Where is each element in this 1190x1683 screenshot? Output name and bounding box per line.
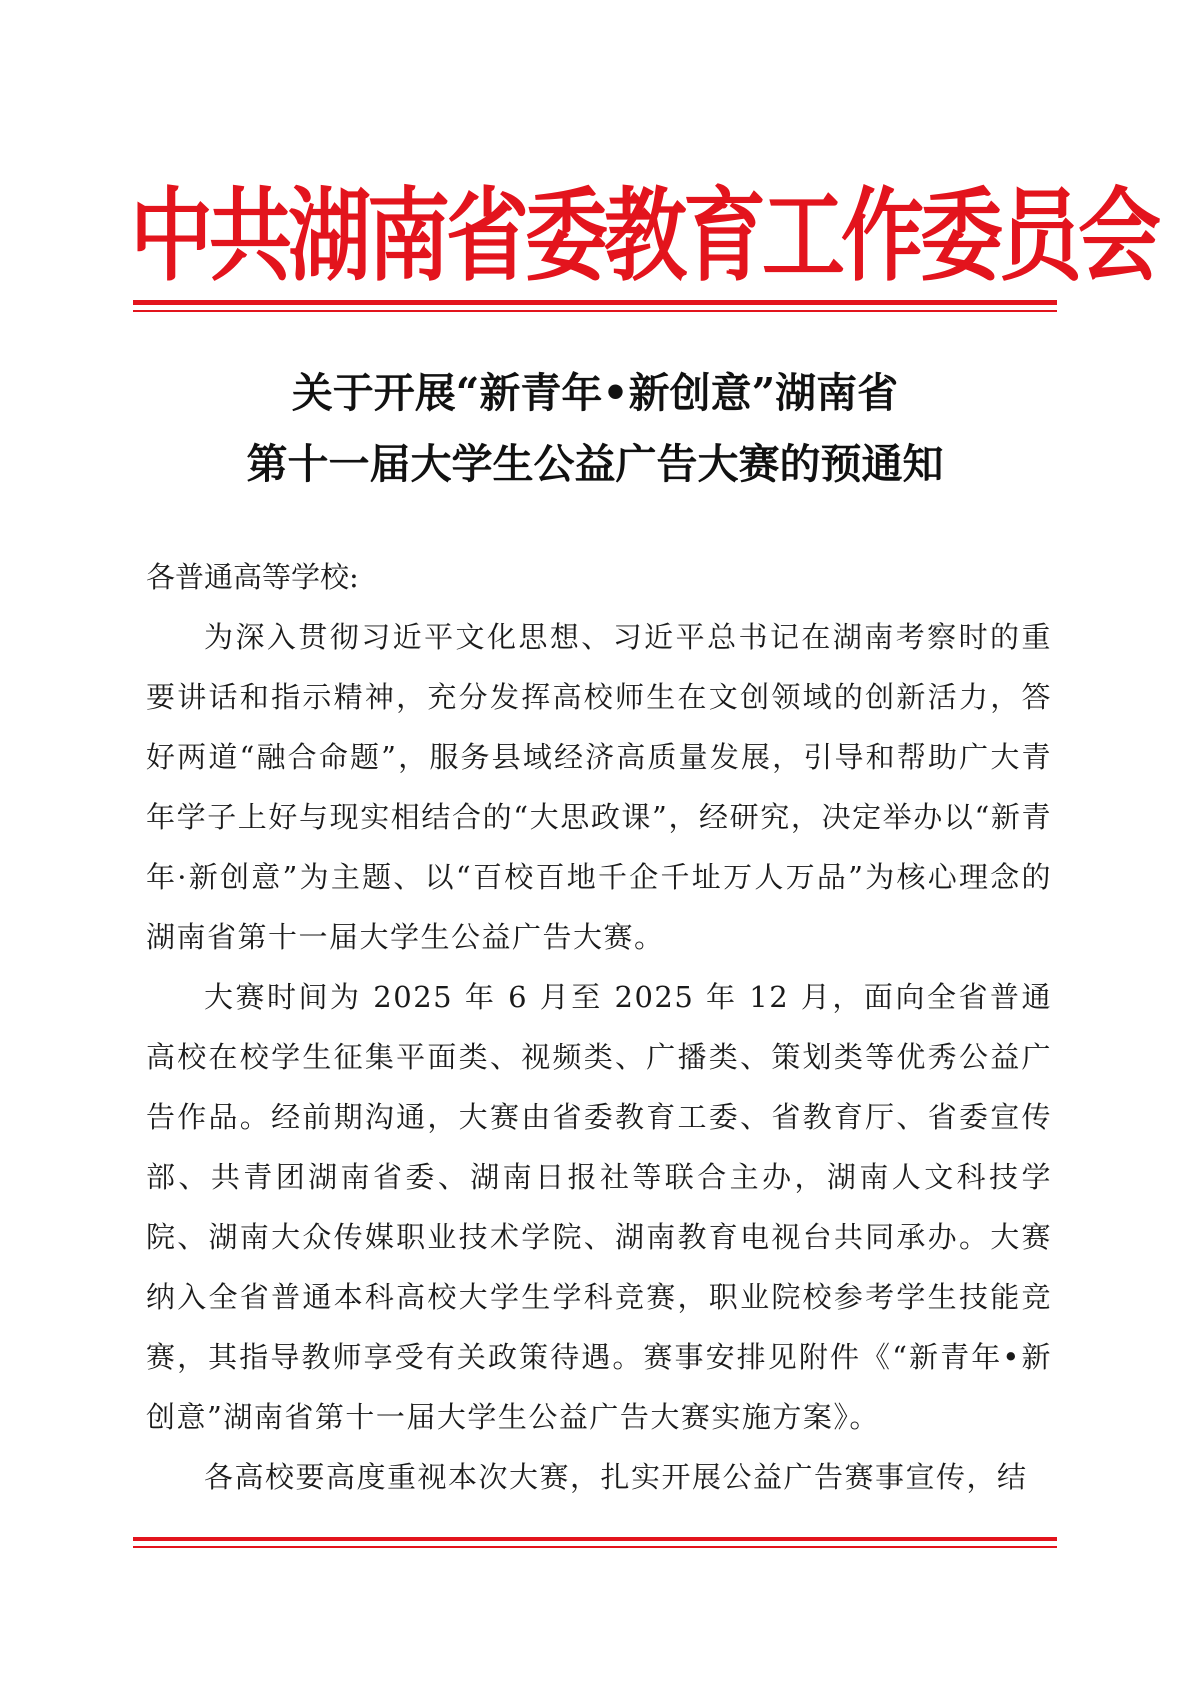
notice-title-line-2: 第十一届大学生公益广告大赛的预通知 [246, 440, 944, 488]
masthead-organization: 中共湖南省委教育工作委员会 [130, 177, 1157, 296]
notice-title [130, 358, 1060, 500]
salutation: 各普通高等学校: [146, 560, 359, 594]
footer-divider-thin [133, 1546, 1057, 1548]
paragraph-3: 各高校要高度重视本次大赛，扎实开展公益广告赛事宣传，结 [204, 1460, 1028, 1494]
footer-divider-thick [133, 1537, 1057, 1541]
paragraph-2: 大赛时间为 2025 年 6 月至 2025 年 12 月，面向全省普通高校在校学生征集平面类、视频类、广播类、策划类等优秀公益广告作品。经前期沟通，大赛由省委教育工委、省教育厅、省委宣传部、共青团湖南省委、湖南日报社等联合主办，湖南人文科技学院、湖南大众传媒职业技术学院、湖南教育电视台共同承办。大赛纳入全省普通本科高校大学生学科竞赛，职业院校参考学生技能竞赛，其指导教师享受有关政策待遇。赛事安排见附件《“新青年•新创意”湖南省第十一届大学生公益广告大赛实施方案》。 [146, 980, 1052, 1434]
notice-body [146, 547, 1052, 1507]
masthead-divider-thick [133, 300, 1057, 305]
masthead-divider-thin [133, 310, 1057, 312]
paragraph-1: 为深入贯彻习近平文化思想、习近平总书记在湖南考察时的重要讲话和指示精神，充分发挥高校师生在文创领域的创新活力，答好两道“融合命题”，服务县域经济高质量发展，引导和帮助广大青年学子上好与现实相结合的“大思政课”，经研究，决定举办以“新青年·新创意”为主题、以“百校百地千企千址万人万品”为核心理念的湖南省第十一届大学生公益广告大赛。 [146, 620, 1052, 954]
notice-title-line-1: 关于开展“新青年•新创意”湖南省 [291, 369, 899, 417]
